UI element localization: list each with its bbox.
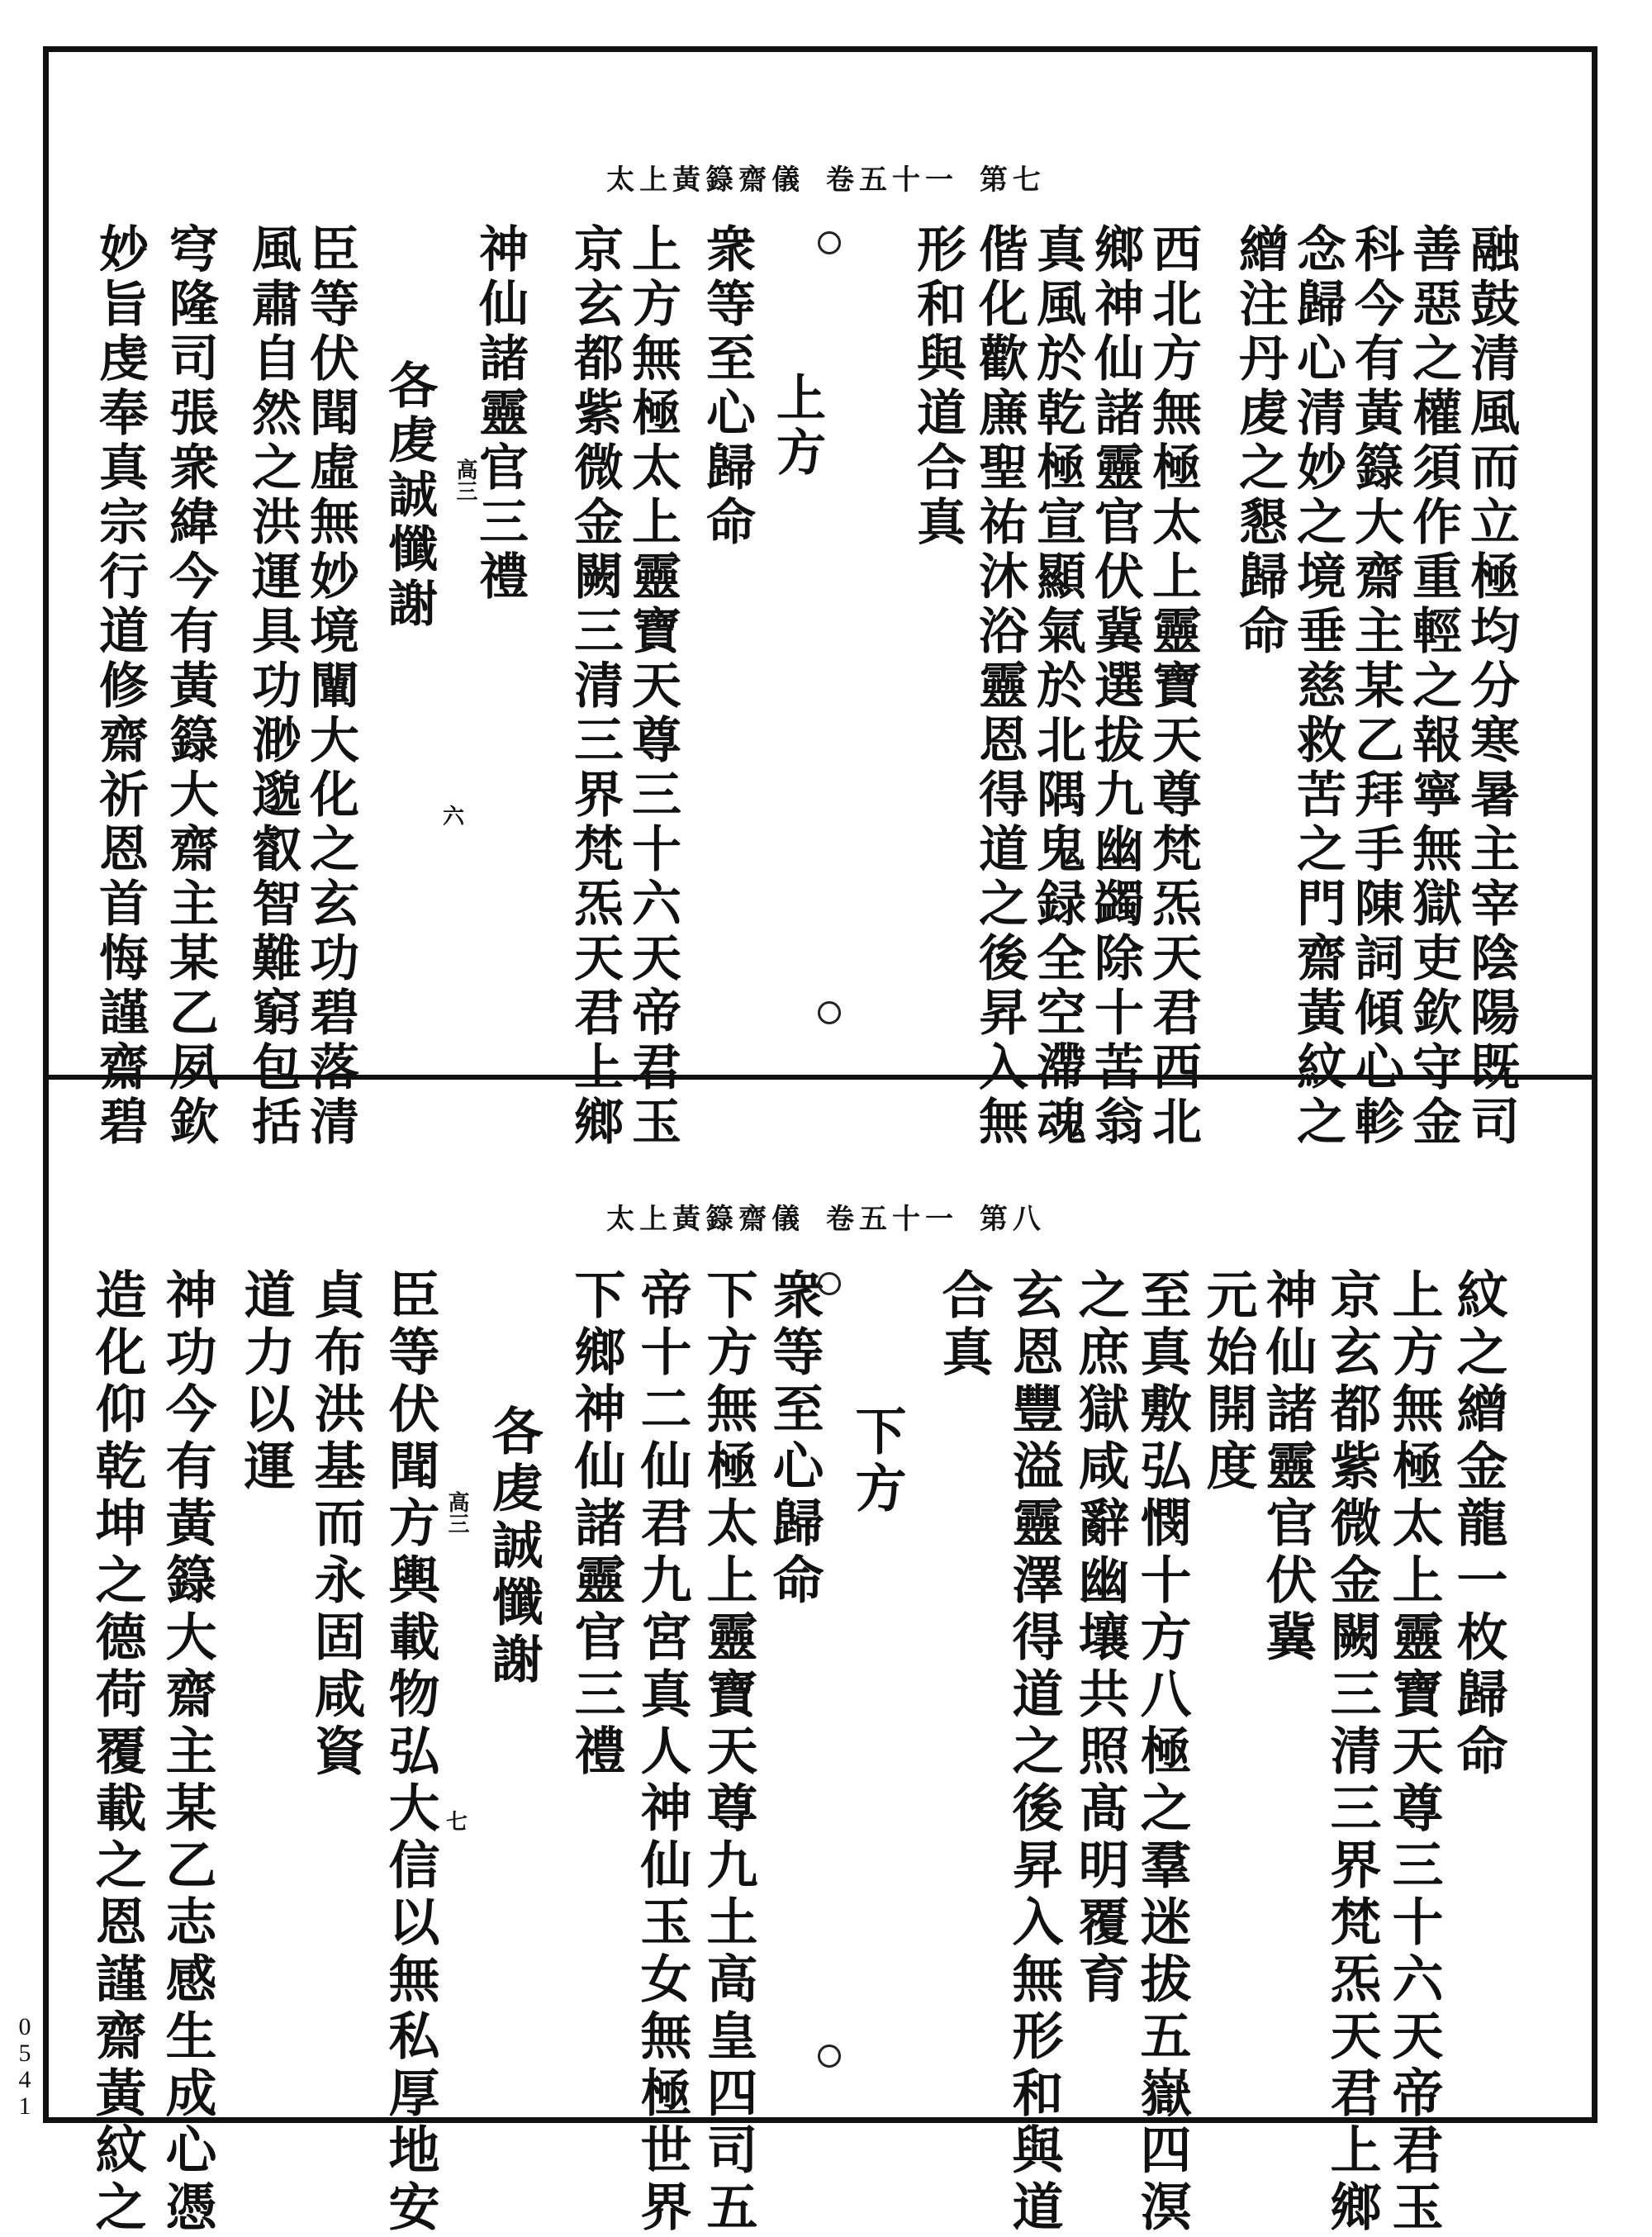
bottom-column-20: 造化仰乾坤之德荷覆載之恩謹齋黃紋之	[87, 1268, 147, 2237]
top-column-8: 真風於乾極宣顯氣於北隅鬼録全空滯魂	[1028, 223, 1086, 1150]
bottom-column-16: 臣等伏聞方輿載物弘大信以無私厚地安	[380, 1268, 440, 2237]
top-column-7: 鄉神仙諸靈官伏冀選拔九幽蠲除十苦翁	[1086, 223, 1144, 1150]
top-note-leaf: 六	[443, 805, 465, 829]
top-column-12: 衆等至心歸命	[698, 223, 756, 550]
bottom-header-page: 第八	[979, 1203, 1046, 1236]
top-punctuation-circle	[818, 231, 841, 254]
bottom-column-19: 神功今有黃籙大齋主某乙志感生成心憑	[157, 1268, 217, 2237]
top-column-6: 西北方無極太上靈寶天尊梵炁天君西北	[1144, 223, 1202, 1150]
bottom-column-11: 衆等至心歸命	[764, 1268, 824, 1610]
bottom-header-volume: 卷五十一	[826, 1203, 958, 1236]
top-column-16: 各䖍誠懺謝	[380, 359, 438, 632]
bottom-column-4: 神仙諸靈官伏冀	[1257, 1268, 1317, 1667]
bottom-column-7: 之庶獄咸辭幽壤共照髙明覆育	[1070, 1268, 1130, 2009]
top-column-18: 風肅自然之洪運具功渺邈叡智難窮包括	[244, 223, 301, 1150]
bottom-header	[529, 1196, 1123, 1237]
top-note-jiao: 高三	[453, 458, 477, 501]
top-column-2: 善惡之權須作重輕之報寧無獄吏欽守金	[1404, 223, 1462, 1150]
side-page-number: 0541	[18, 2013, 31, 2120]
top-column-4: 念歸心清妙之境垂慈救苦之門齋黃紋之	[1289, 223, 1346, 1150]
bottom-column-9: 合真	[933, 1268, 994, 1382]
top-column-20: 妙旨虔奉真宗行道修齋祈恩首悔謹齋碧	[91, 223, 149, 1150]
bottom-column-18: 道力以運	[235, 1268, 296, 1496]
bottom-note-jiao: 高三	[444, 1491, 469, 1534]
bottom-column-8: 玄恩豐溢靈澤得道之後昇入無形和與道	[1004, 1268, 1064, 2237]
bottom-punctuation-circle	[818, 1272, 841, 1295]
bottom-header-title: 太上黃籙齋儀	[606, 1203, 805, 1236]
top-column-5: 繒注丹䖍之懇歸命	[1231, 223, 1289, 659]
bottom-column-17: 貞布洪基而永固咸資	[306, 1268, 366, 1781]
bottom-column-13: 帝十二仙君九宮真人神仙玉女無極世界	[632, 1268, 692, 2237]
top-column-11: 上方	[768, 372, 826, 481]
top-punctuation-circle	[818, 1001, 841, 1024]
top-header-volume: 卷五十一	[826, 164, 958, 197]
bottom-note-leaf: 七	[446, 1810, 468, 1835]
top-column-14: 京玄都紫微金闕三清三界梵炁天君上鄉	[566, 223, 624, 1150]
bottom-column-1: 紋之繒金龍一枚歸命	[1448, 1268, 1508, 1781]
top-column-3: 科今有黃籙大齋主某乙拜手陳詞傾心軫	[1346, 223, 1404, 1150]
bottom-column-12: 下方無極太上靈寶天尊九土高皇四司五	[698, 1268, 758, 2237]
top-header	[529, 157, 1123, 197]
bottom-column-5: 元始開度	[1198, 1268, 1258, 1496]
bottom-column-15: 各䖍誠懺謝	[483, 1404, 544, 1689]
top-header-title: 太上黃籙齋儀	[606, 164, 805, 197]
bottom-column-10: 下方	[847, 1404, 907, 1518]
top-column-17: 臣等伏聞虛無妙境闡大化之玄功碧落清	[301, 223, 359, 1150]
bottom-column-2: 上方無極太上靈寶天尊三十六天帝君玉	[1384, 1268, 1444, 2237]
top-column-15: 神仙諸靈官三禮	[471, 223, 529, 605]
bottom-punctuation-circle	[818, 2045, 841, 2068]
top-header-page: 第七	[979, 164, 1046, 197]
top-column-13: 上方無極太上靈寶天尊三十六天帝君玉	[624, 223, 681, 1150]
top-column-1: 融鼓清風而立極均分寒暑主宰陰陽既司	[1462, 223, 1520, 1150]
top-column-19: 穹隆司張衆緯今有黃籙大齋主某乙夙欽	[161, 223, 219, 1150]
bottom-column-14: 下鄉神仙諸靈官三禮	[566, 1268, 626, 1781]
bottom-column-3: 京玄都紫微金闕三清三界梵炁天君上鄉	[1322, 1268, 1382, 2237]
top-column-9: 偕化歡㢘聖祐沐浴靈恩得道之後昇入無	[971, 223, 1028, 1150]
bottom-column-6: 至真敷弘憫十方八極之羣迷拔五嶽四溟	[1132, 1268, 1192, 2237]
top-column-10: 形和與道合真	[909, 223, 966, 550]
